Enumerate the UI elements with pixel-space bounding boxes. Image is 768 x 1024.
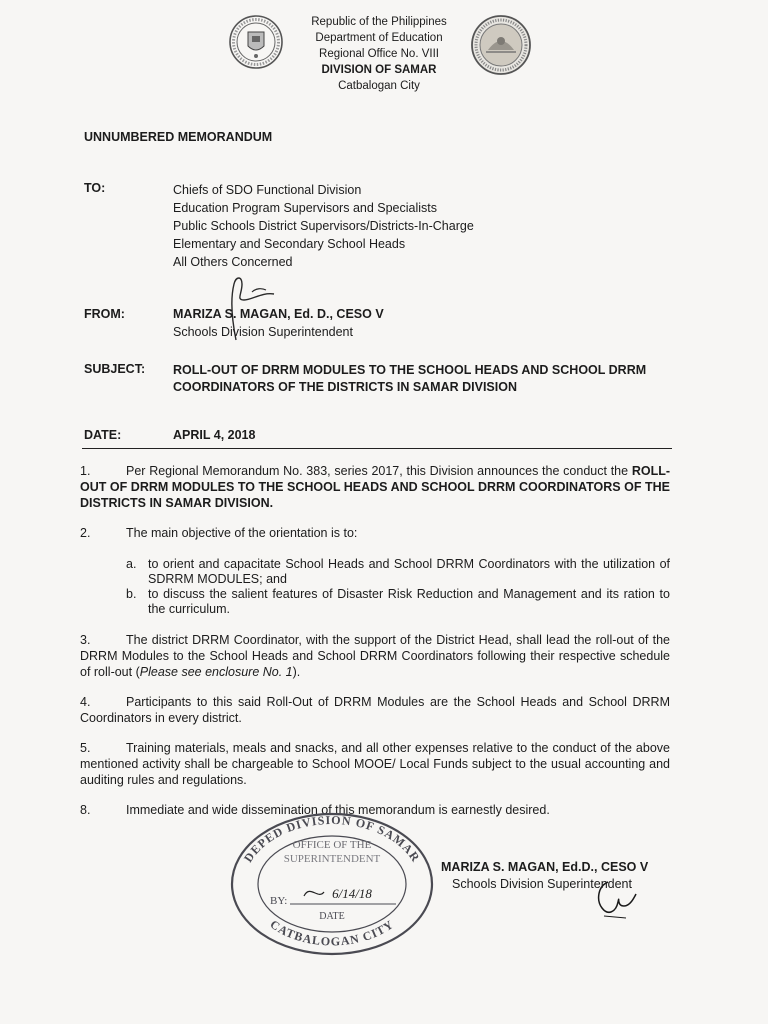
- paragraph-5-text: Training materials, meals and snacks, and all other expenses relative to the conduct of the above mentioned activity shall be chargeable to School MOOE/ Local Funds subject to the usual accounting and auditing rules and regulations.: [80, 741, 670, 787]
- paragraph-3: [80, 632, 670, 680]
- paragraph-8-text: Immediate and wide dissemination of this memorandum is earnestly desired.: [126, 803, 550, 817]
- stamp-ring-top: DEPED DIVISION OF SAMAR: [240, 812, 424, 865]
- recipient-item: Education Program Supervisors and Specialists: [173, 201, 438, 215]
- recipient-item: Chiefs of SDO Functional Division: [173, 183, 362, 197]
- paragraph-4: [80, 694, 670, 726]
- paragraph-number: 1.: [80, 464, 91, 478]
- paragraph-number: 2.: [80, 526, 91, 540]
- paragraph-3-end: ).: [292, 665, 301, 679]
- paragraph-1: [80, 463, 670, 511]
- paragraph-3-enclosure: Please see enclosure No. 1: [139, 665, 293, 679]
- paragraph-3-text: The district DRRM Coordinator, with the support of the District Head, shall lead the roll-out of the DRRM Modules to the School Heads and School DRRM Coordinators following their respective schedule of roll-out (: [80, 633, 670, 679]
- to-recipient-list: [173, 181, 474, 271]
- signatory-title: Schools Division Superintendent: [452, 877, 632, 891]
- header-divider: [82, 448, 672, 449]
- paragraph-4-text: Participants to this said Roll-Out of DRRM Modules are the School Heads and School DRRM Coordinators in every district.: [80, 695, 670, 725]
- stamp-ring-bottom: CATBALOGAN CITY: [267, 917, 397, 949]
- memo-type-heading: UNNUMBERED MEMORANDUM: [84, 130, 273, 144]
- subject-label: SUBJECT:: [84, 362, 146, 376]
- letterhead: [0, 14, 768, 94]
- paragraph-1-bold-text: ROLL-OUT OF DRRM MODULES TO THE SCHOOL HEADS AND SCHOOL DRRM COORDINATORS OF THE DISTRICTS IN SAMAR DIVISION.: [80, 464, 670, 510]
- receiving-stamp: [226, 808, 438, 958]
- objective-item-a: [126, 557, 670, 587]
- paragraph-number: 4.: [80, 695, 91, 709]
- paragraph-number: 3.: [80, 633, 91, 647]
- from-name: MARIZA S. MAGAN, Ed. D., CESO V: [173, 307, 384, 321]
- letterhead-city: Catbalogan City: [338, 80, 420, 92]
- letterhead-department: Department of Education: [315, 32, 443, 44]
- paragraph-2-text: The main objective of the orientation is to:: [126, 526, 358, 540]
- paragraph-number: 8.: [80, 803, 91, 817]
- objective-item-b: [126, 587, 670, 617]
- stamp-center-line1: OFFICE OF THE: [292, 839, 372, 851]
- handwritten-signature-icon: [590, 876, 640, 922]
- signatory-name: MARIZA S. MAGAN, Ed.D., CESO V: [441, 860, 649, 874]
- stamp-by-label: BY:: [270, 895, 288, 907]
- recipient-item: All Others Concerned: [173, 255, 293, 269]
- stamp-date-label: DATE: [319, 911, 345, 922]
- stamp-handwritten-date: 6/14/18: [332, 886, 372, 901]
- stamp-center-line2: SUPERINTENDENT: [283, 853, 381, 865]
- letterhead-division: DIVISION OF SAMAR: [321, 64, 437, 76]
- letterhead-republic: Republic of the Philippines: [311, 16, 447, 28]
- paragraph-5: [80, 740, 670, 788]
- item-letter: b.: [126, 587, 137, 601]
- paragraph-1-text: Per Regional Memorandum No. 383, series 2017, this Division announces the conduct the: [126, 464, 632, 478]
- paragraph-2: [80, 525, 670, 541]
- from-label: FROM:: [84, 307, 125, 321]
- letterhead-region: Regional Office No. VIII: [319, 48, 439, 60]
- item-letter: a.: [126, 557, 137, 571]
- item-text: to discuss the salient features of Disaster Risk Reduction and Management and its ration to the curriculum.: [148, 587, 670, 616]
- recipient-item: Public Schools District Supervisors/Districts-In-Charge: [173, 219, 474, 233]
- from-title: Schools Division Superintendent: [173, 325, 353, 339]
- item-text: to orient and capacitate School Heads and School DRRM Coordinators with the utilization of SDRRM MODULES; and: [148, 557, 670, 586]
- subject-text: ROLL-OUT OF DRRM MODULES TO THE SCHOOL HEADS AND SCHOOL DRRM COORDINATORS OF THE DISTRICTS IN SAMAR DIVISION: [173, 363, 647, 394]
- to-label: TO:: [84, 181, 106, 195]
- recipient-item: Elementary and Secondary School Heads: [173, 237, 406, 251]
- paragraph-number: 5.: [80, 741, 91, 755]
- date-label: DATE:: [84, 428, 122, 442]
- date-value: APRIL 4, 2018: [173, 428, 256, 442]
